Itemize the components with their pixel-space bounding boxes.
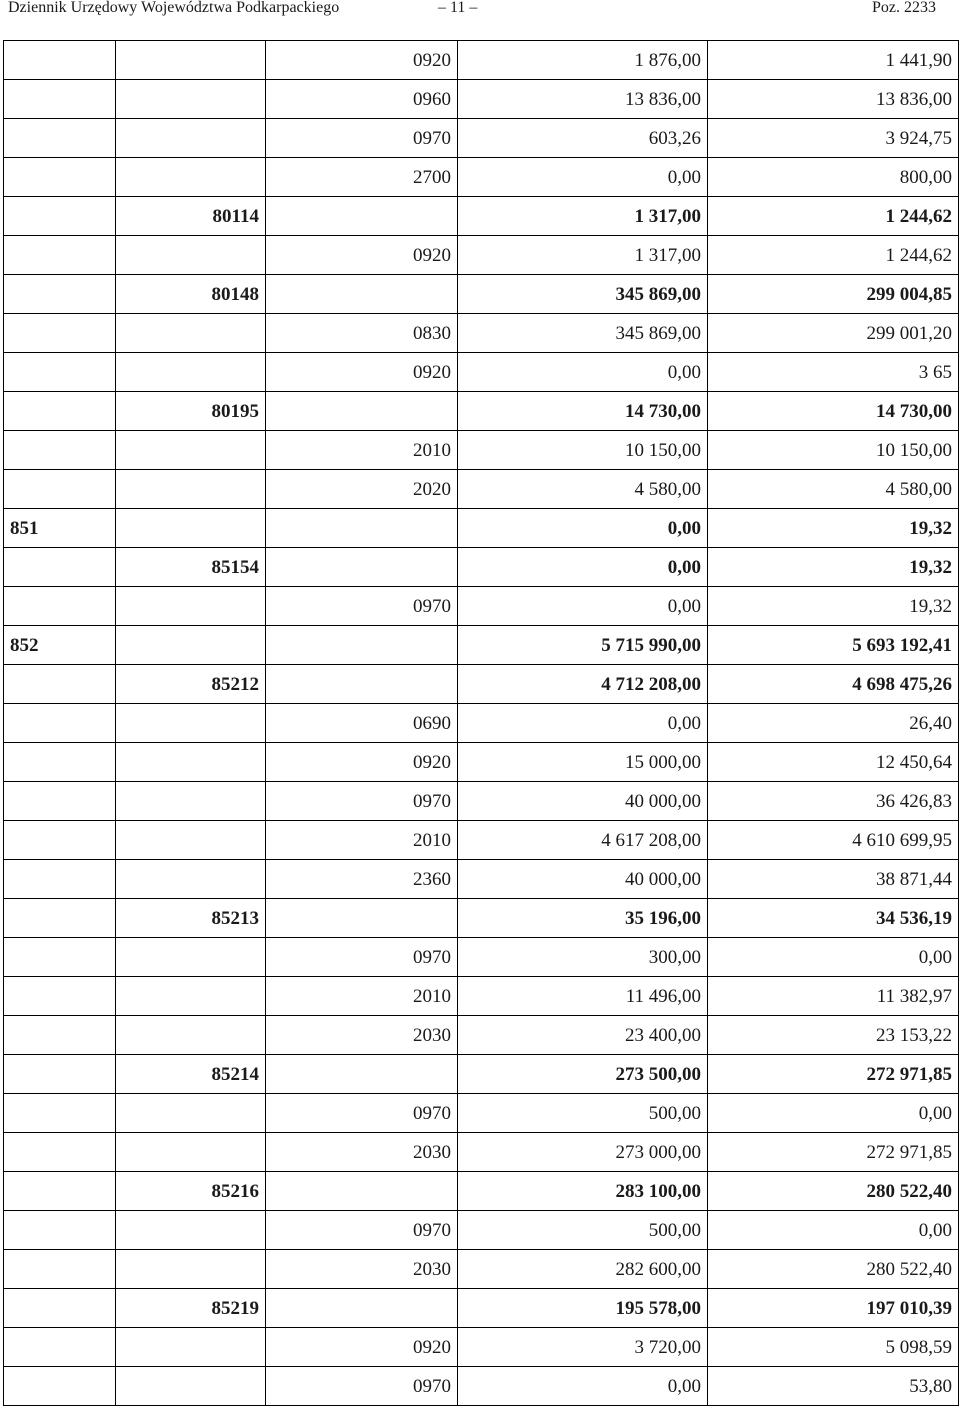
plan-amount-cell: 0,00 (458, 587, 708, 626)
paragraph-cell: 0690 (266, 704, 458, 743)
paragraph-cell: 0920 (266, 236, 458, 275)
execution-amount-cell: 1 441,90 (708, 41, 959, 80)
execution-amount-cell: 299 004,85 (708, 275, 959, 314)
division-cell (4, 236, 116, 275)
execution-amount-cell: 4 610 699,95 (708, 821, 959, 860)
paragraph-cell (266, 275, 458, 314)
table-row (4, 41, 959, 80)
table-row (4, 236, 959, 275)
execution-amount-cell: 36 426,83 (708, 782, 959, 821)
paragraph-cell (266, 665, 458, 704)
paragraph-cell (266, 509, 458, 548)
execution-amount-cell: 197 010,39 (708, 1289, 959, 1328)
table-row (4, 314, 959, 353)
paragraph-cell: 2030 (266, 1016, 458, 1055)
chapter-cell (116, 1094, 266, 1133)
plan-amount-cell: 282 600,00 (458, 1250, 708, 1289)
division-cell (4, 431, 116, 470)
chapter-cell (116, 470, 266, 509)
paragraph-cell (266, 392, 458, 431)
table-row (4, 743, 959, 782)
division-cell (4, 899, 116, 938)
chapter-cell (116, 314, 266, 353)
paragraph-cell: 0970 (266, 119, 458, 158)
journal-title: Dziennik Urzędowy Województwa Podkarpackiego (8, 0, 340, 16)
division-cell (4, 665, 116, 704)
plan-amount-cell: 283 100,00 (458, 1172, 708, 1211)
plan-amount-cell: 35 196,00 (458, 899, 708, 938)
plan-amount-cell: 0,00 (458, 704, 708, 743)
plan-amount-cell: 4 712 208,00 (458, 665, 708, 704)
division-cell (4, 1094, 116, 1133)
plan-amount-cell: 11 496,00 (458, 977, 708, 1016)
division-cell (4, 1016, 116, 1055)
chapter-cell (116, 860, 266, 899)
division-cell (4, 1250, 116, 1289)
chapter-cell: 80114 (116, 197, 266, 236)
execution-amount-cell: 0,00 (708, 938, 959, 977)
paragraph-cell (266, 1289, 458, 1328)
chapter-cell (116, 1133, 266, 1172)
execution-amount-cell: 272 971,85 (708, 1055, 959, 1094)
plan-amount-cell: 0,00 (458, 1367, 708, 1406)
plan-amount-cell: 1 317,00 (458, 197, 708, 236)
paragraph-cell: 0920 (266, 1328, 458, 1367)
table-row (4, 938, 959, 977)
plan-amount-cell: 0,00 (458, 548, 708, 587)
division-cell (4, 860, 116, 899)
paragraph-cell: 2020 (266, 470, 458, 509)
division-cell (4, 80, 116, 119)
execution-amount-cell: 12 450,64 (708, 743, 959, 782)
execution-amount-cell: 19,32 (708, 548, 959, 587)
paragraph-cell (266, 197, 458, 236)
chapter-cell (116, 821, 266, 860)
table-row (4, 509, 959, 548)
table-row (4, 821, 959, 860)
execution-amount-cell: 10 150,00 (708, 431, 959, 470)
chapter-cell (116, 704, 266, 743)
paragraph-cell: 0960 (266, 80, 458, 119)
division-cell (4, 977, 116, 1016)
table-row (4, 197, 959, 236)
chapter-cell (116, 1367, 266, 1406)
execution-amount-cell: 14 730,00 (708, 392, 959, 431)
table-row (4, 548, 959, 587)
division-cell (4, 1055, 116, 1094)
division-cell (4, 821, 116, 860)
execution-amount-cell: 38 871,44 (708, 860, 959, 899)
execution-amount-cell: 1 244,62 (708, 236, 959, 275)
execution-amount-cell: 272 971,85 (708, 1133, 959, 1172)
table-row (4, 392, 959, 431)
plan-amount-cell: 603,26 (458, 119, 708, 158)
table-row (4, 704, 959, 743)
plan-amount-cell: 23 400,00 (458, 1016, 708, 1055)
table-row (4, 1055, 959, 1094)
paragraph-cell: 0830 (266, 314, 458, 353)
plan-amount-cell: 0,00 (458, 158, 708, 197)
page-header (0, 0, 960, 26)
division-cell (4, 275, 116, 314)
chapter-cell: 85213 (116, 899, 266, 938)
chapter-cell (116, 1016, 266, 1055)
execution-amount-cell: 280 522,40 (708, 1250, 959, 1289)
chapter-cell: 85214 (116, 1055, 266, 1094)
plan-amount-cell: 345 869,00 (458, 275, 708, 314)
execution-amount-cell: 34 536,19 (708, 899, 959, 938)
plan-amount-cell: 3 720,00 (458, 1328, 708, 1367)
paragraph-cell: 0970 (266, 587, 458, 626)
paragraph-cell (266, 548, 458, 587)
paragraph-cell: 2010 (266, 977, 458, 1016)
paragraph-cell: 2030 (266, 1133, 458, 1172)
execution-amount-cell: 3 65 (708, 353, 959, 392)
paragraph-cell: 2700 (266, 158, 458, 197)
table-row (4, 353, 959, 392)
position-number: Poz. 2233 (872, 0, 936, 16)
table-row (4, 1250, 959, 1289)
execution-amount-cell: 4 698 475,26 (708, 665, 959, 704)
budget-table (3, 40, 959, 1406)
plan-amount-cell: 4 617 208,00 (458, 821, 708, 860)
division-cell (4, 548, 116, 587)
division-cell (4, 470, 116, 509)
division-cell (4, 119, 116, 158)
division-cell (4, 1133, 116, 1172)
division-cell (4, 41, 116, 80)
execution-amount-cell: 280 522,40 (708, 1172, 959, 1211)
plan-amount-cell: 0,00 (458, 353, 708, 392)
chapter-cell: 80195 (116, 392, 266, 431)
plan-amount-cell: 273 000,00 (458, 1133, 708, 1172)
table-row (4, 1367, 959, 1406)
execution-amount-cell: 5 693 192,41 (708, 626, 959, 665)
paragraph-cell: 0970 (266, 1367, 458, 1406)
chapter-cell (116, 938, 266, 977)
execution-amount-cell: 3 924,75 (708, 119, 959, 158)
chapter-cell (116, 1211, 266, 1250)
paragraph-cell: 2010 (266, 821, 458, 860)
paragraph-cell: 0920 (266, 41, 458, 80)
division-cell (4, 314, 116, 353)
chapter-cell (116, 743, 266, 782)
table-row (4, 1289, 959, 1328)
division-cell (4, 158, 116, 197)
chapter-cell (116, 119, 266, 158)
table-row (4, 860, 959, 899)
plan-amount-cell: 1 317,00 (458, 236, 708, 275)
division-cell: 851 (4, 509, 116, 548)
execution-amount-cell: 19,32 (708, 587, 959, 626)
chapter-cell (116, 626, 266, 665)
execution-amount-cell: 1 244,62 (708, 197, 959, 236)
table-row (4, 158, 959, 197)
table-row (4, 1211, 959, 1250)
budget-table-body (4, 41, 959, 1406)
table-row (4, 1133, 959, 1172)
division-cell (4, 938, 116, 977)
paragraph-cell: 0970 (266, 782, 458, 821)
execution-amount-cell: 5 098,59 (708, 1328, 959, 1367)
plan-amount-cell: 500,00 (458, 1094, 708, 1133)
division-cell (4, 1328, 116, 1367)
division-cell (4, 1289, 116, 1328)
table-row (4, 470, 959, 509)
execution-amount-cell: 13 836,00 (708, 80, 959, 119)
paragraph-cell: 2030 (266, 1250, 458, 1289)
plan-amount-cell: 500,00 (458, 1211, 708, 1250)
paragraph-cell: 0920 (266, 743, 458, 782)
chapter-cell (116, 158, 266, 197)
division-cell (4, 743, 116, 782)
chapter-cell (116, 353, 266, 392)
paragraph-cell: 0970 (266, 1094, 458, 1133)
table-row (4, 431, 959, 470)
table-row (4, 1172, 959, 1211)
plan-amount-cell: 13 836,00 (458, 80, 708, 119)
table-row (4, 587, 959, 626)
table-row (4, 80, 959, 119)
plan-amount-cell: 273 500,00 (458, 1055, 708, 1094)
plan-amount-cell: 40 000,00 (458, 782, 708, 821)
plan-amount-cell: 1 876,00 (458, 41, 708, 80)
plan-amount-cell: 300,00 (458, 938, 708, 977)
plan-amount-cell: 4 580,00 (458, 470, 708, 509)
paragraph-cell (266, 626, 458, 665)
table-row (4, 626, 959, 665)
chapter-cell (116, 80, 266, 119)
execution-amount-cell: 26,40 (708, 704, 959, 743)
division-cell (4, 392, 116, 431)
division-cell (4, 704, 116, 743)
plan-amount-cell: 40 000,00 (458, 860, 708, 899)
execution-amount-cell: 23 153,22 (708, 1016, 959, 1055)
table-row (4, 1094, 959, 1133)
table-row (4, 1016, 959, 1055)
chapter-cell (116, 977, 266, 1016)
plan-amount-cell: 15 000,00 (458, 743, 708, 782)
plan-amount-cell: 5 715 990,00 (458, 626, 708, 665)
paragraph-cell (266, 1055, 458, 1094)
execution-amount-cell: 800,00 (708, 158, 959, 197)
table-row (4, 665, 959, 704)
chapter-cell (116, 782, 266, 821)
chapter-cell (116, 509, 266, 548)
plan-amount-cell: 345 869,00 (458, 314, 708, 353)
table-row (4, 119, 959, 158)
plan-amount-cell: 0,00 (458, 509, 708, 548)
division-cell (4, 1172, 116, 1211)
chapter-cell: 85154 (116, 548, 266, 587)
division-cell: 852 (4, 626, 116, 665)
table-row (4, 275, 959, 314)
paragraph-cell: 2010 (266, 431, 458, 470)
paragraph-cell (266, 899, 458, 938)
division-cell (4, 782, 116, 821)
division-cell (4, 587, 116, 626)
execution-amount-cell: 4 580,00 (708, 470, 959, 509)
execution-amount-cell: 11 382,97 (708, 977, 959, 1016)
division-cell (4, 353, 116, 392)
table-row (4, 1328, 959, 1367)
paragraph-cell: 0920 (266, 353, 458, 392)
execution-amount-cell: 299 001,20 (708, 314, 959, 353)
execution-amount-cell: 19,32 (708, 509, 959, 548)
chapter-cell (116, 41, 266, 80)
page-number: – 11 – (438, 0, 478, 16)
paragraph-cell: 0970 (266, 1211, 458, 1250)
paragraph-cell: 0970 (266, 938, 458, 977)
execution-amount-cell: 0,00 (708, 1094, 959, 1133)
chapter-cell: 85216 (116, 1172, 266, 1211)
chapter-cell (116, 1250, 266, 1289)
chapter-cell: 80148 (116, 275, 266, 314)
chapter-cell: 85219 (116, 1289, 266, 1328)
execution-amount-cell: 53,80 (708, 1367, 959, 1406)
plan-amount-cell: 195 578,00 (458, 1289, 708, 1328)
chapter-cell (116, 1328, 266, 1367)
chapter-cell: 85212 (116, 665, 266, 704)
chapter-cell (116, 236, 266, 275)
division-cell (4, 1211, 116, 1250)
chapter-cell (116, 587, 266, 626)
table-row (4, 977, 959, 1016)
table-row (4, 782, 959, 821)
execution-amount-cell: 0,00 (708, 1211, 959, 1250)
division-cell (4, 197, 116, 236)
plan-amount-cell: 10 150,00 (458, 431, 708, 470)
plan-amount-cell: 14 730,00 (458, 392, 708, 431)
division-cell (4, 1367, 116, 1406)
table-row (4, 899, 959, 938)
chapter-cell (116, 431, 266, 470)
paragraph-cell (266, 1172, 458, 1211)
paragraph-cell: 2360 (266, 860, 458, 899)
